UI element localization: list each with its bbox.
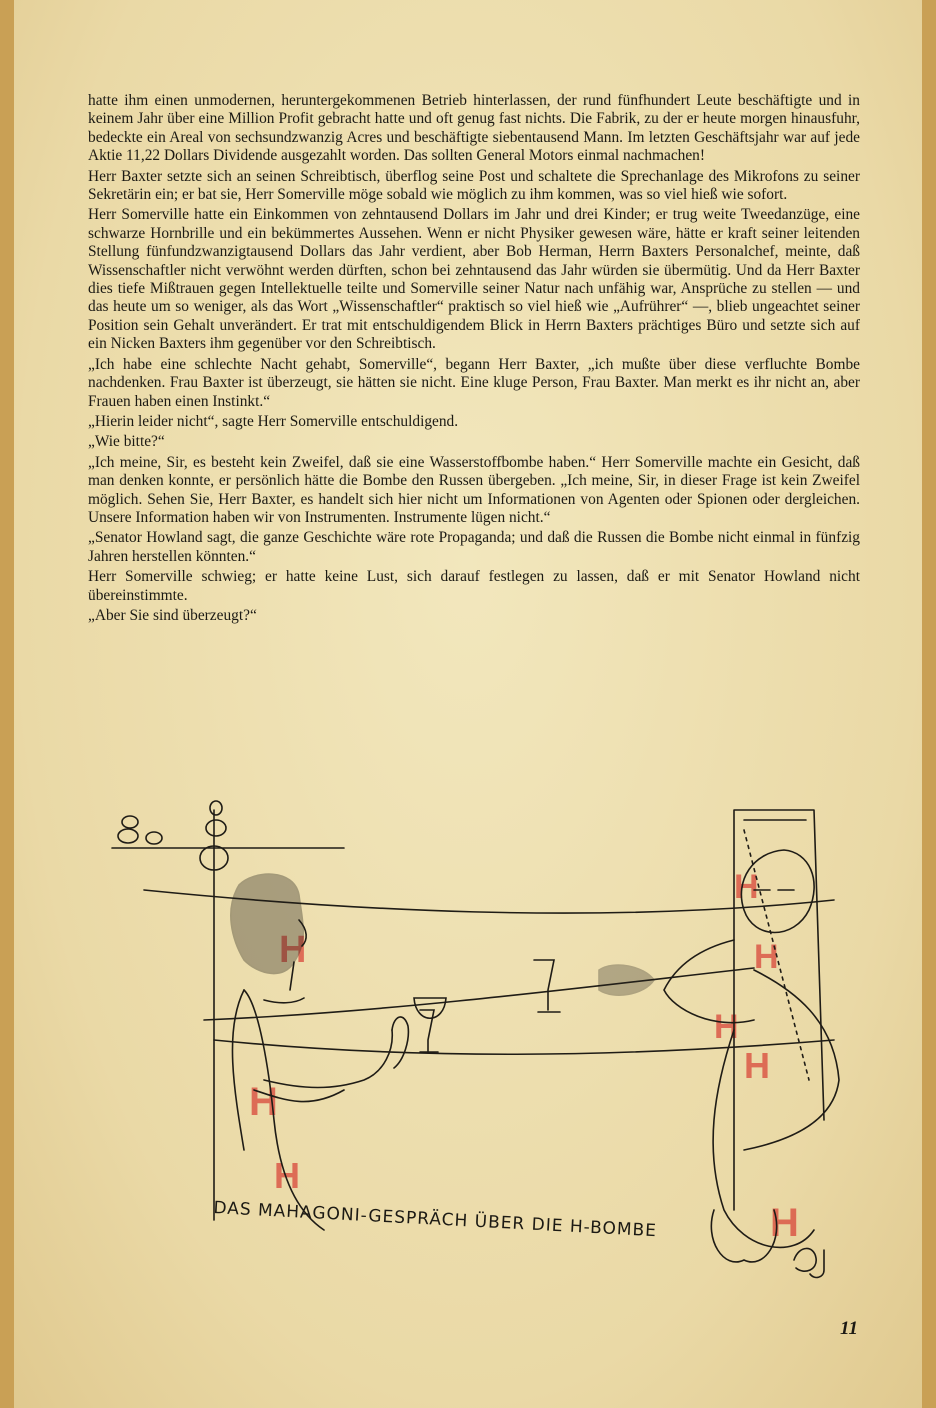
book-page (14, 0, 922, 1408)
red-h-stamps (249, 868, 799, 1245)
paragraph: „Wie bitte?“ (88, 433, 165, 451)
page-number: 11 (840, 1318, 858, 1339)
h-stamp: H (770, 1201, 799, 1245)
h-stamp: H (274, 1155, 300, 1196)
table-line (204, 968, 754, 1020)
man-figure (534, 810, 839, 1262)
paragraph: „Ich habe eine schlechte Nacht gehabt, Somerville“, begann Herr Baxter, „ich mußte über diese verfluchte Bombe nachdenken. Frau Baxter ist überzeugt, sie hätten sie nicht. Eine kluge Person, Frau Baxter. Man merkt es ihr nicht an, aber Frauen haben einen Instinkt.“ (88, 355, 860, 410)
h-stamp: H (744, 1045, 770, 1086)
table-line-lower (214, 1040, 834, 1054)
h-stamp: H (714, 1008, 739, 1046)
h-stamp: H (249, 1080, 278, 1124)
paragraph: Herr Somerville schwieg; er hatte keine Lust, sich darauf festlegen zu lassen, daß er mit Senator Howland nicht übereinstimmte. (88, 568, 860, 604)
h-bomb-illustration (94, 790, 854, 1310)
paragraph: „Senator Howland sagt, die ganze Geschichte wäre rote Propaganda; und daß die Russen die Bombe nicht einmal in fünfzig Jahren herstellen könnten.“ (88, 529, 860, 565)
artist-signature (794, 1248, 824, 1277)
paragraph: hatte ihm einen unmodernen, heruntergekommenen Betrieb hinterlassen, der rund fünfhundert Leute beschäftigte und in keinem Jahr über eine Million Profit gebracht hatte und oft genug fast nichts. Die Fabrik, zu der er heute morgen hinausfuhr, bedeckte ein Areal von sechsundzwanzig Acres und beschäftigte siebentausend Mann. Im letzten Geschäftsjahr war auf jede Aktie 11,22 Dollars Dividende ausgezahlt worden. Das sollten General Motors einmal nachmachen! (88, 92, 860, 165)
h-stamp: H (734, 868, 759, 906)
body-text (88, 92, 860, 627)
stone-pole (112, 801, 344, 1220)
paragraph: Herr Somerville hatte ein Einkommen von zehntausend Dollars im Jahr und drei Kinder; er trug weite Tweedanzüge, eine schwarze Hornbrille und ein bekümmertes Aussehen. Wenn er nicht Physiker gewesen wäre, hätte er kraft seiner leitenden Stellung fünfundzwanzigtausend Dollars das Jahr verdient, aber Bob Herman, Herrn Baxters Personalchef, meinte, daß Wissenschaftler nicht verwöhnt werden dürften, schon bei zehntausend das Jahr würden sie übermütig. Und da Herr Baxter dies tiefe Mißtrauen gegen Intellektuelle teilte und Somerville seiner Natur nach unfähig war, Ansprüche zu stellen — und das heute um so weniger, als das Wort „Wissenschaftler“ praktisch so viel hieß wie „Aufrührer“ —, blieb ungeachtet seiner Position sein Gehalt unverändert. Er trat mit entschuldigendem Blick in Herrn Baxters prächtiges Büro und setzte sich auf ein Nicken Baxters ihm gegenüber vor den Schreibtisch. (88, 206, 860, 353)
paragraph: „Aber Sie sind überzeugt?“ (88, 606, 257, 624)
h-stamp: H (279, 929, 307, 971)
paragraph: „Hierin leider nicht“, sagte Herr Somerville entschuldigend. (88, 412, 459, 430)
h-stamp: H (754, 938, 779, 976)
paragraph: Herr Baxter setzte sich an seinen Schreibtisch, überflog seine Post und schaltete die Sprechanlage des Mikrofons zu seiner Sekretärin ein; er bat sie, Herr Somerville möge sobald wie möglich zu ihm kommen, was so viel hieß wie sofort. (88, 167, 860, 204)
illustration-caption: DAS MAHAGONI-GESPRÄCH ÜBER DIE H-BOMBE (212, 1198, 658, 1242)
paragraph: „Ich meine, Sir, es besteht kein Zweifel, daß sie eine Wasserstoffbombe haben.“ Herr Somerville machte ein Gesicht, daß man denken konnte, er persönlich hätte die Bombe den Russen übergeben. „Ich meine, Sir, in dieser Frage ist kein Zweifel möglich. Sehen Sie, Herr Baxter, es handelt sich hier nicht um Informationen von Agenten oder Spionen oder dergleichen. Unsere Information haben wir von Instrumenten. Instrumente lügen nicht.“ (88, 453, 860, 526)
